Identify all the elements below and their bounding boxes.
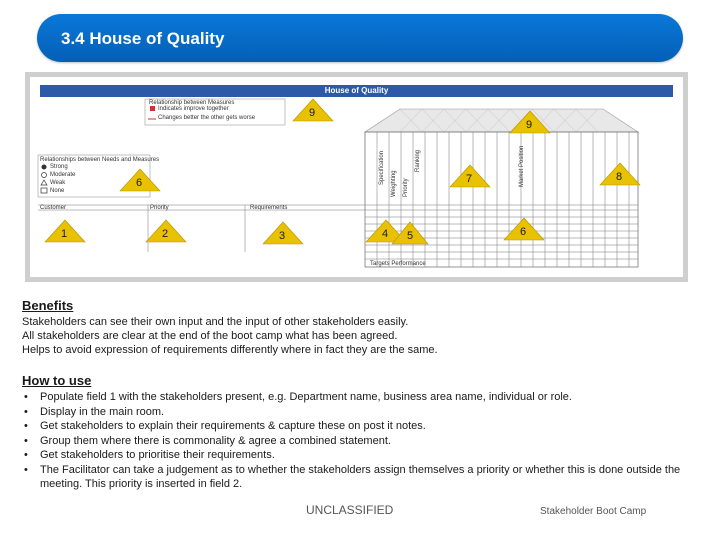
row-lines [38,205,638,259]
benefits-line: Stakeholders can see their own input and the input of other stakeholders easily. [22,316,409,328]
list-item-text: Display in the main room. [40,405,165,418]
marker-label: 5 [407,230,414,242]
legend-left-title: Relationships between Needs and Measures [40,157,160,163]
legend-left-item: None [50,188,65,194]
title-bar [37,14,683,62]
how-to-use-heading: How to use [22,373,92,388]
legend-left-item: Moderate [50,172,76,178]
list-item [22,463,692,492]
rotated-label: Ranking [415,149,421,172]
legend-top-item: Changes better the other gets worse [158,115,256,121]
column-label-customer: Customer [40,205,67,211]
list-item-text: The Facilitator can take a judgement as to whether the stakeholders assign themselves a priority or whether this is done outside the meeting. This priority is inserted in field 2. [40,463,681,490]
column-label-requirements: Requirements [250,205,288,211]
legend-swatch-red [150,106,155,111]
marker-label: 9 [309,107,316,119]
rotated-label: Specification [379,150,385,185]
bullet-icon: • [24,449,28,461]
benefits-heading: Benefits [22,298,74,313]
rotated-label: Market Position [519,145,525,187]
footer-classification: UNCLASSIFIED [306,503,394,517]
bullet-icon: • [24,391,28,403]
house-of-quality-figure [25,72,688,282]
marker-label: 9 [526,119,533,131]
marker-label: 3 [279,230,286,242]
marker-label: 4 [382,228,389,240]
columns-frame [365,132,638,267]
bottom-label: Targets Performance [370,261,426,267]
list-item [22,419,692,434]
rotated-label: Priority [403,178,409,197]
list-item-text: Get stakeholders to explain their requirements & capture these on post it notes. [40,420,426,432]
marker-label: 7 [466,173,473,185]
marker-label: 1 [61,228,68,240]
list-item [22,390,692,405]
list-item-text: Populate field 1 with the stakeholders present, e.g. Department name, business area name, individual or role. [40,391,572,403]
benefits-line: All stakeholders are clear at the end of the boot camp what has been agreed. [22,330,398,342]
bullet-icon: • [24,405,28,418]
legend-left-item: Strong [50,164,68,170]
marker-label: 6 [520,226,527,238]
page-title: 3.4 House of Quality [61,29,225,48]
bullet-icon: • [24,420,28,432]
benefits-line: Helps to avoid expression of requirements differently where in fact they are the same. [22,344,438,356]
bullet-icon: • [24,463,28,476]
rotated-label: Weighting [391,170,397,197]
figure-banner: House of Quality [40,85,673,97]
list-item-text: Get stakeholders to prioritise their requirements. [40,449,275,461]
list-item [22,448,692,463]
legend-strong-dot [42,165,47,170]
legend-top-title: Relationship between Measures [149,100,235,106]
legend-left-item: Weak [50,180,66,186]
how-to-use-list [22,390,692,492]
marker-label: 2 [162,228,169,240]
list-item [22,434,692,449]
hoq-diagram [30,77,683,277]
marker-label: 8 [616,171,623,183]
figure-canvas [30,77,683,277]
footer-brand: Stakeholder Boot Camp [540,506,647,517]
column-label-priority: Priority [150,205,169,211]
legend-top-item: Indicates improve together [158,106,229,112]
roof [365,109,638,132]
bullet-icon: • [24,434,28,447]
list-item [22,405,692,420]
marker-label: 6 [136,177,143,189]
list-item-text: Group them where there is commonality & agree a combined statement. [40,434,391,447]
